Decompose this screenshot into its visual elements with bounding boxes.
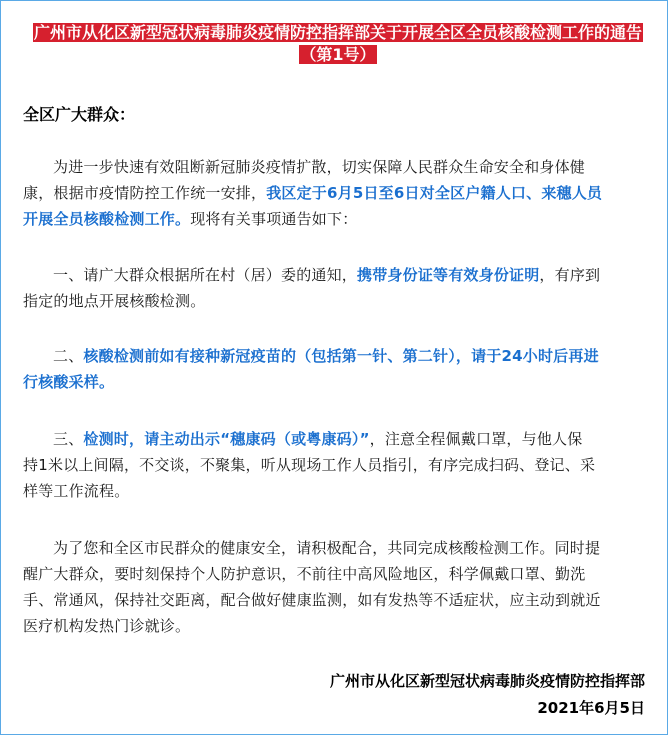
item-2-paragraph	[23, 343, 651, 395]
item-2-line-1	[23, 343, 651, 369]
item-2-line-1-highlight: 核酸检测前如有接种新冠疫苗的（包括第一针、第二针），请于24小时后再进	[83, 347, 599, 365]
item-3-paragraph	[23, 426, 651, 504]
intro-line-3	[23, 206, 651, 232]
item-3-line-3: 样等工作流程。	[23, 482, 130, 500]
intro-line-3-highlight: 开展全员核酸检测工作。	[23, 210, 191, 228]
item-3-line-1-text: 三、	[53, 430, 84, 448]
date: 2021年6月5日	[537, 699, 645, 717]
item-3-line-1-tail: ，注意全程佩戴口罩，与他人保	[369, 430, 583, 448]
signature: 广州市从化区新型冠状病毒肺炎疫情防控指挥部	[329, 672, 645, 690]
intro-line-2-text: 康，根据市疫情防控工作统一安排，	[23, 184, 267, 202]
item-3-line-1	[23, 426, 651, 452]
closing-line-3: 手、常通风，保持社交距离，配合做好健康监测，如有发热等不适症状，应主动到就近	[23, 591, 601, 609]
closing-line-4: 医疗机构发热门诊就诊。	[23, 617, 191, 635]
intro-paragraph	[23, 154, 651, 232]
greeting: 全区广大群众：	[23, 105, 136, 124]
intro-line-2-highlight: 我区定于6月5日至6日对全区户籍人口、来穗人员	[266, 184, 603, 202]
item-1-line-1-text: 一、请广大群众根据所在村（居）委的通知，	[53, 266, 358, 284]
item-1-line-1	[23, 262, 651, 288]
intro-line-2	[23, 180, 651, 206]
item-1-line-1-highlight: 携带身份证等有效身份证明	[357, 266, 540, 284]
item-1-line-1-tail: ，有序到	[539, 266, 601, 284]
closing-line-1: 为了您和全区市民群众的健康安全，请积极配合，共同完成核酸检测工作。同时提	[53, 539, 601, 557]
item-3-line-2: 持1米以上间隔，不交谈，不聚集，听从现场工作人员指引，有序完成扫码、登记、采	[23, 456, 596, 474]
item-2-line-1-text: 二、	[53, 347, 84, 365]
notice-title-line2: （第1号）	[300, 45, 376, 64]
notice-title-line1: 广州市从化区新型冠状病毒肺炎疫情防控指挥部关于开展全区全员核酸检测工作的通告	[33, 23, 642, 42]
closing-paragraph	[23, 535, 651, 639]
closing-line-2: 醒广大群众，要时刻保持个人防护意识，不前往中高风险地区，科学佩戴口罩、勤洗	[23, 565, 586, 583]
item-1-paragraph	[23, 262, 651, 314]
item-1-line-2: 指定的地点开展核酸检测。	[23, 292, 206, 310]
item-2-line-2: 行核酸采样。	[23, 373, 115, 391]
intro-line-3-text: 现将有关事项通告如下：	[190, 210, 358, 228]
item-3-line-1-highlight: 检测时，请主动出示“穗康码（或粤康码）”	[83, 430, 370, 448]
notice-title	[23, 22, 653, 66]
intro-line-1: 为进一步快速有效阻断新冠肺炎疫情扩散，切实保障人民群众生命安全和身体健	[53, 158, 586, 176]
